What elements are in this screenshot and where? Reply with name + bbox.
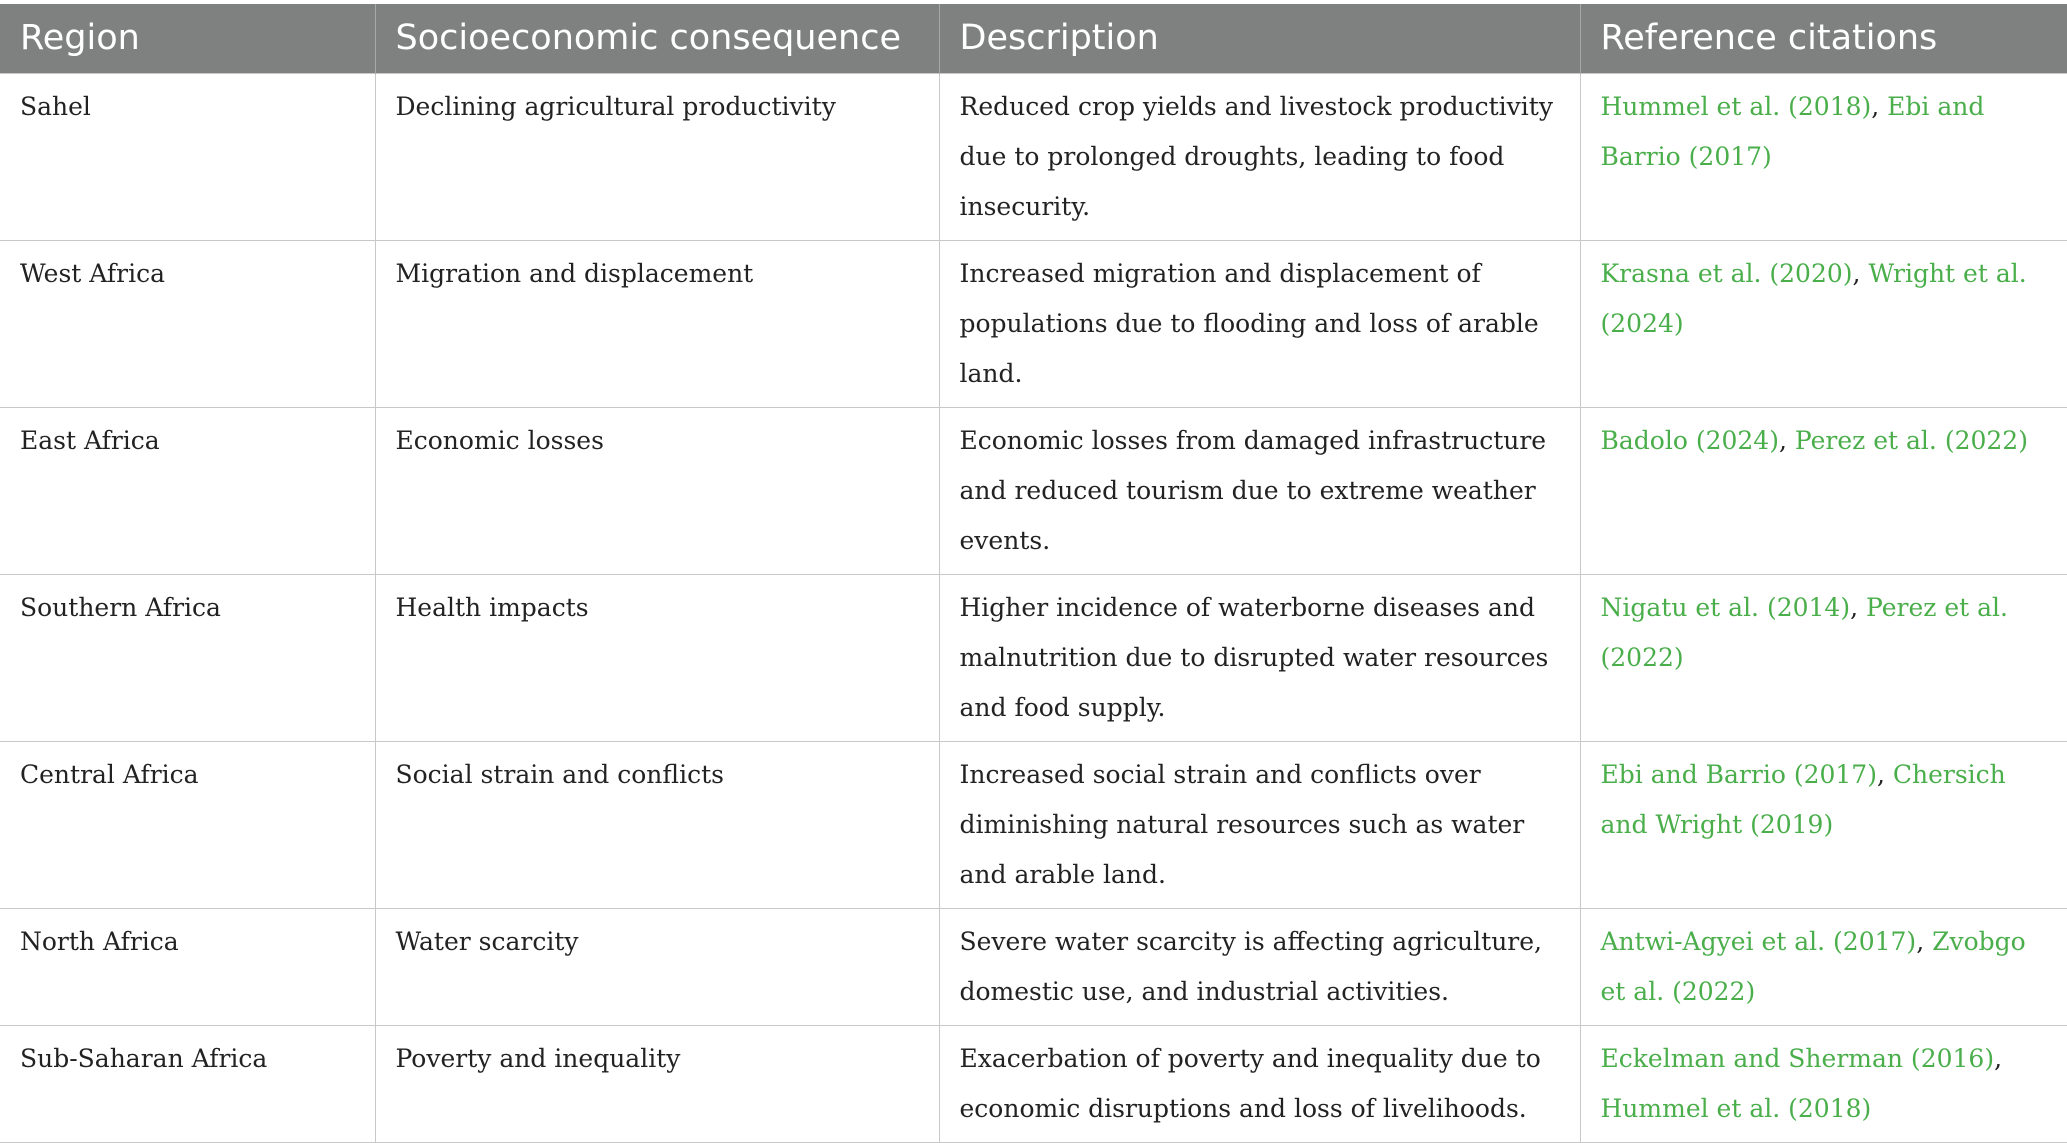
citation-link[interactable]: Hummel et al. (2018) — [1600, 1093, 1872, 1123]
table-header — [0, 4, 2067, 73]
table-row — [0, 73, 2067, 240]
cell-consequence: Declining agricultural productivity — [375, 73, 939, 240]
cell-citations — [1580, 240, 2067, 407]
citation-link[interactable]: Zvobgo et al. (2022) — [1600, 926, 2026, 1006]
cell-region: Southern Africa — [0, 574, 375, 741]
header-region: Region — [0, 4, 375, 73]
cell-consequence: Social strain and conflicts — [375, 741, 939, 908]
citation-separator: , — [1876, 759, 1893, 789]
citation-link[interactable]: Perez et al. (2022) — [1600, 592, 2008, 672]
cell-region: West Africa — [0, 240, 375, 407]
cell-consequence: Economic losses — [375, 407, 939, 574]
table-row — [0, 407, 2067, 574]
cell-consequence: Health impacts — [375, 574, 939, 741]
citation-separator: , — [1852, 258, 1869, 288]
header-row — [0, 4, 2067, 73]
cell-region: East Africa — [0, 407, 375, 574]
table-row — [0, 908, 2067, 1025]
header-description: Description — [939, 4, 1580, 73]
citation-link[interactable]: Wright et al. (2024) — [1600, 258, 2027, 338]
table-row — [0, 574, 2067, 741]
table-row — [0, 1025, 2067, 1142]
citation-link[interactable]: Perez et al. (2022) — [1794, 425, 2028, 455]
citation-link[interactable]: Krasna et al. (2020) — [1600, 258, 1853, 288]
cell-description: Reduced crop yields and livestock productivity due to prolonged droughts, leading to food insecurity. — [939, 73, 1580, 240]
citation-link[interactable]: Nigatu et al. (2014) — [1600, 592, 1851, 622]
citation-separator: , — [1916, 926, 1933, 956]
cell-description: Economic losses from damaged infrastructure and reduced tourism due to extreme weather events. — [939, 407, 1580, 574]
table-row — [0, 240, 2067, 407]
citation-link[interactable]: Hummel et al. (2018) — [1600, 91, 1872, 121]
table-row — [0, 741, 2067, 908]
citation-separator: , — [1994, 1043, 2003, 1073]
cell-region: Central Africa — [0, 741, 375, 908]
cell-consequence: Migration and displacement — [375, 240, 939, 407]
header-consequence: Socioeconomic consequence — [375, 4, 939, 73]
citation-link[interactable]: Eckelman and Sherman (2016) — [1600, 1043, 1995, 1073]
consequences-table — [0, 4, 2067, 1143]
cell-citations — [1580, 407, 2067, 574]
table-container — [0, 4, 2067, 1143]
cell-description: Exacerbation of poverty and inequality due to economic disruptions and loss of livelihoods. — [939, 1025, 1580, 1142]
cell-region: Sub-Saharan Africa — [0, 1025, 375, 1142]
cell-description: Increased social strain and conflicts over diminishing natural resources such as water and arable land. — [939, 741, 1580, 908]
cell-consequence: Poverty and inequality — [375, 1025, 939, 1142]
citation-link[interactable]: Chersich and Wright (2019) — [1600, 759, 2006, 839]
citation-separator: , — [1850, 592, 1866, 622]
citation-link[interactable]: Ebi and Barrio (2017) — [1600, 91, 1985, 171]
cell-citations — [1580, 741, 2067, 908]
cell-region: Sahel — [0, 73, 375, 240]
cell-citations — [1580, 574, 2067, 741]
citation-separator: , — [1778, 425, 1795, 455]
citation-link[interactable]: Antwi-Agyei et al. (2017) — [1600, 926, 1917, 956]
citation-separator: , — [1871, 91, 1888, 121]
cell-citations — [1580, 73, 2067, 240]
cell-region: North Africa — [0, 908, 375, 1025]
citation-link[interactable]: Ebi and Barrio (2017) — [1600, 759, 1877, 789]
header-citations: Reference citations — [1580, 4, 2067, 73]
cell-description: Higher incidence of waterborne diseases and malnutrition due to disrupted water resources and food supply. — [939, 574, 1580, 741]
citation-link[interactable]: Badolo (2024) — [1600, 425, 1779, 455]
cell-consequence: Water scarcity — [375, 908, 939, 1025]
table-body — [0, 73, 2067, 1142]
cell-description: Severe water scarcity is affecting agriculture, domestic use, and industrial activities. — [939, 908, 1580, 1025]
cell-citations — [1580, 908, 2067, 1025]
cell-citations — [1580, 1025, 2067, 1142]
cell-description: Increased migration and displacement of populations due to flooding and loss of arable land. — [939, 240, 1580, 407]
